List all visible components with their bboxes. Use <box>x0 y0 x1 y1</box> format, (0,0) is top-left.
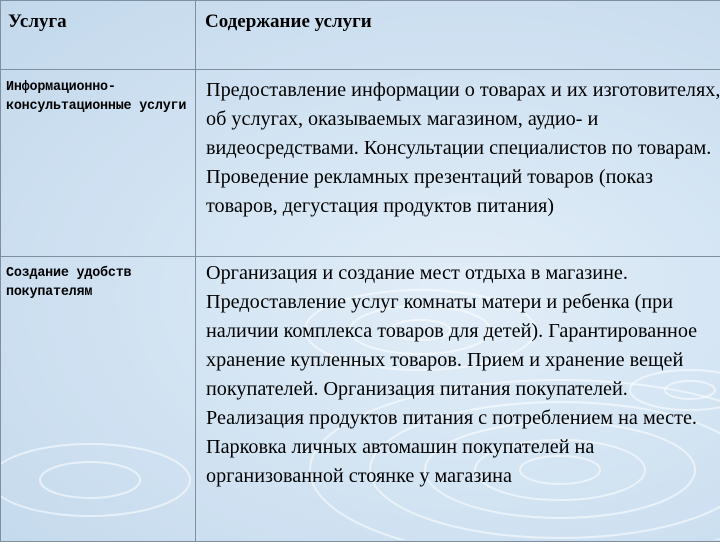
table-row <box>1 70 720 257</box>
content-cell <box>196 257 720 542</box>
header-content-label: Содержание услуги <box>196 1 720 33</box>
table-row <box>1 257 720 542</box>
service-cell <box>1 70 196 257</box>
header-row <box>1 1 720 70</box>
header-service-label: Услуга <box>1 1 195 33</box>
content-cell <box>196 70 720 257</box>
service-name: Создание удобств покупателям <box>1 257 195 302</box>
header-cell-content <box>196 1 720 70</box>
service-content: Предоставление информации о товарах и их изготовителях, об услугах, оказываемых магазином, аудио- и видеосредствами. Консультации специалистов по товарам. Проведение рекламных презентаций товаров (показ товаров, дегустация продуктов питания) <box>196 70 720 221</box>
service-content: Организация и создание мест отдыха в магазине. Предоставление услуг комнаты матери и ребенка (при наличии комплекса товаров для детей). Гарантированное хранение купленных товаров. Прием и хранение вещей покупателей. Организация питания покупателей. Реализация продуктов питания с потреблением на месте. Парковка личных автомашин покупателей на организованной стоянке у магазина <box>196 257 720 491</box>
service-name: Информационно-консультационные услуги <box>1 70 195 116</box>
header-cell-service <box>1 1 196 70</box>
service-cell <box>1 257 196 542</box>
